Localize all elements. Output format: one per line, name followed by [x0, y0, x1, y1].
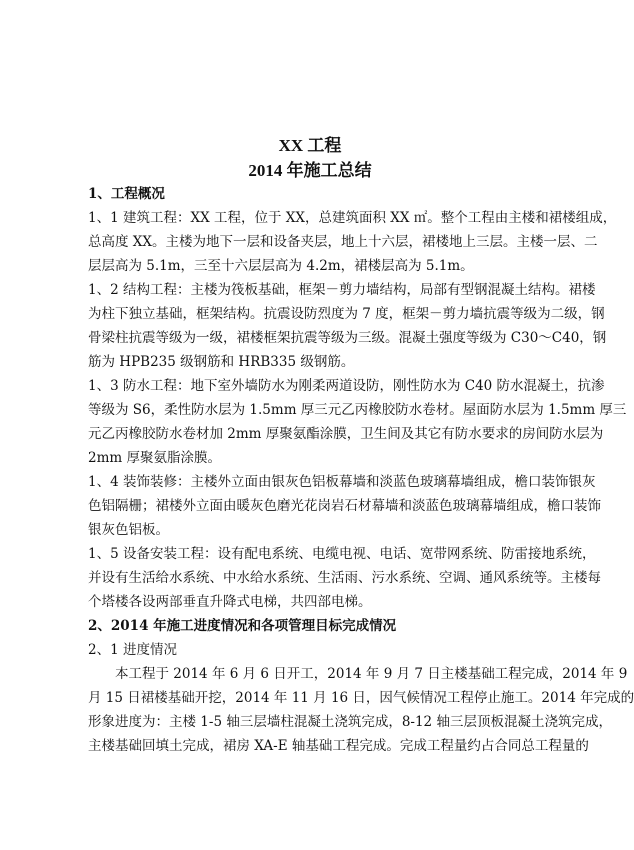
paragraph-line: 层层高为 5.1m，三至十六层层高为 4.2m，裙楼层高为 5.1m。 [88, 258, 474, 274]
paragraph-line: 元乙丙橡胶防水卷材加 2mm 厚聚氨酯涂膜，卫生间及其它有防水要求的房间防水层为 [88, 426, 604, 442]
paragraph-line: 1、4 装饰装修：主楼外立面由银灰色铝板幕墙和淡蓝色玻璃幕墙组成，檐口装饰银灰 [88, 474, 596, 490]
paragraph-line: 等级为 S6，柔性防水层为 1.5mm 厚三元乙丙橡胶防水卷材。屋面防水层为 1.5mm 厚三 [88, 402, 627, 418]
paragraph-line: 并设有生活给水系统、中水给水系统、生活雨、污水系统、空调、通风系统等。主楼每 [88, 570, 601, 586]
paragraph-line: 1、5 设备安装工程：设有配电系统、电缆电视、电话、宽带网系统、防雷接地系统， [88, 546, 596, 562]
document-body [88, 182, 634, 758]
paragraph-line: 为柱下独立基础，框架结构。抗震设防烈度为 7 度，框架－剪力墙抗震等级为二级，钢 [88, 306, 605, 322]
paragraph-line: 个塔楼各设两部垂直升降式电梯，共四部电梯。 [88, 594, 372, 610]
paragraph-line: 1、1 建筑工程：XX 工程，位于 XX，总建筑面积 XX ㎡。整个工程由主楼和裙楼组成， [88, 210, 617, 226]
paragraph-line: 银灰色铝板。 [88, 522, 169, 538]
section-heading: 2、2014 年施工进度情况和各项管理目标完成情况 [88, 618, 397, 634]
paragraph-line: 筋为 HPB235 级钢筋和 HRB335 级钢筋。 [88, 354, 355, 370]
paragraph-line: 主楼基础回填土完成，裙房 XA-E 轴基础工程完成。完成工程量约占合同总工程量的 [88, 738, 589, 754]
paragraph-line: 形象进度为：主楼 1-5 轴三层墙柱混凝土浇筑完成，8-12 轴三层顶板混凝土浇筑完成， [88, 714, 612, 730]
paragraph-line: 总高度 XX。主楼为地下一层和设备夹层，地上十六层，裙楼地上三层。主楼一层、二 [88, 234, 598, 250]
paragraph-line: 骨梁柱抗震等级为一级，裙楼框架抗震等级为三级。混凝土强度等级为 C30～C40，钢 [88, 330, 607, 346]
document-page [88, 133, 634, 758]
paragraph-line: 2mm 厚聚氨脂涂膜。 [88, 450, 221, 466]
paragraph-line: 1、3 防水工程：地下室外墙防水为刚柔两道设防，刚性防水为 C40 防水混凝土，抗渗 [88, 378, 605, 394]
paragraph-line: 色铝隔栅；裙楼外立面由暖灰色磨光花岗岩石材幕墙和淡蓝色玻璃幕墙组成，檐口装饰 [88, 498, 601, 514]
paragraph-line: 月 15 日裙楼基础开挖，2014 年 11 月 16 日，因气候情况工程停止施工。2014 年完成的 [88, 690, 634, 706]
section-heading: 1、工程概况 [88, 186, 165, 202]
paragraph-line: 本工程于 2014 年 6 月 6 日开工，2014 年 9 月 7 日主楼基础工程完成，2014 年 9 [115, 666, 628, 682]
document-title: XX 工程 [278, 136, 342, 155]
document-subtitle: 2014 年施工总结 [248, 161, 372, 180]
section-subheading: 2、1 进度情况 [88, 642, 177, 658]
paragraph-line: 1、2 结构工程：主楼为筏板基础，框架－剪力墙结构，局部有型钢混凝土结构。裙楼 [88, 282, 596, 298]
